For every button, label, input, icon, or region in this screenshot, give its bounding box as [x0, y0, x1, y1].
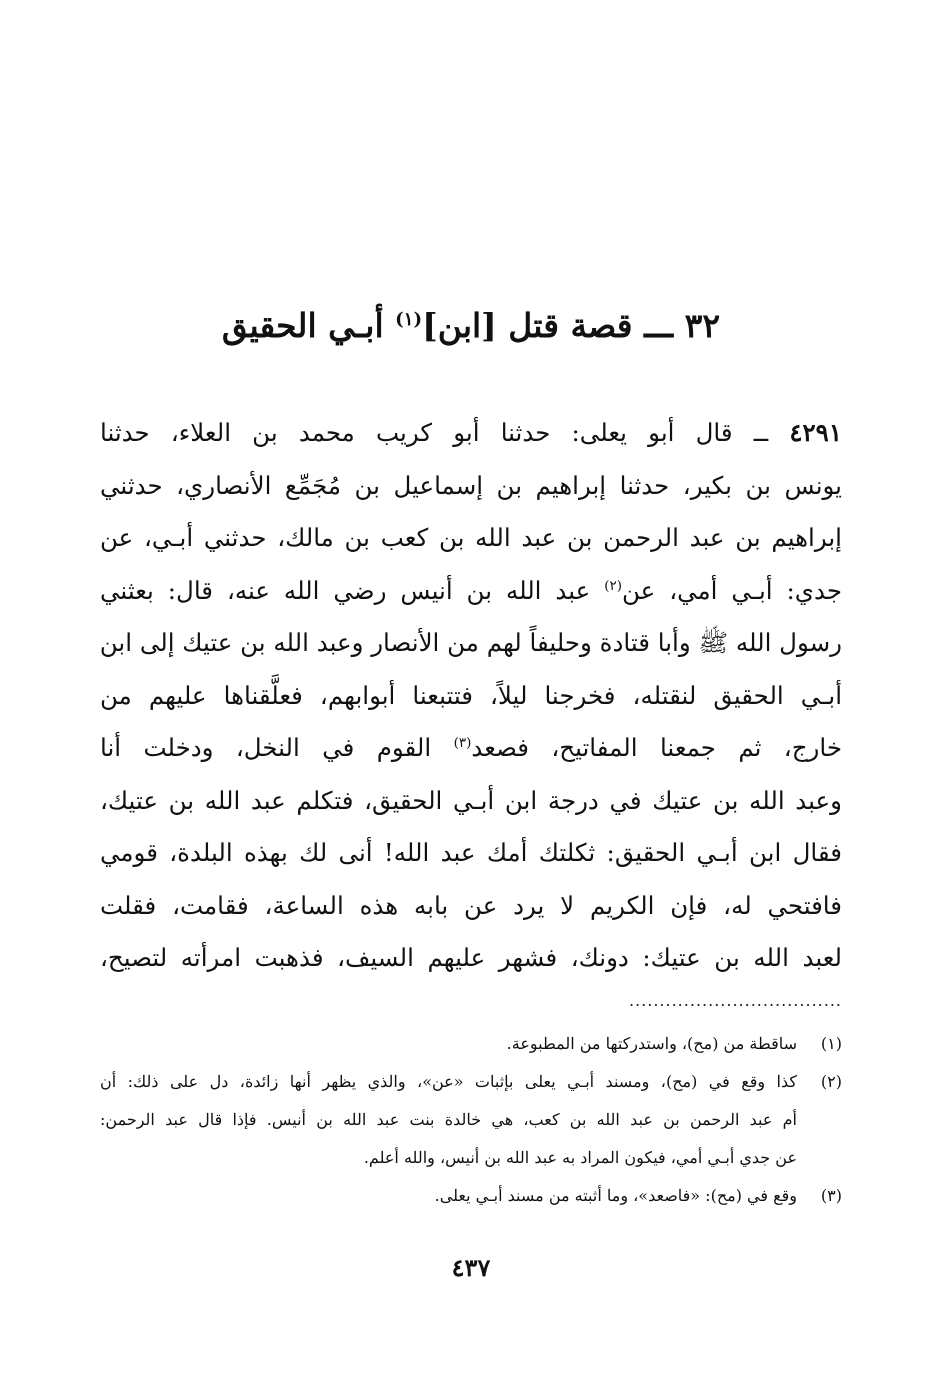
footnote-2 [100, 1063, 842, 1177]
footnote-line: كذا وقع في (مح)، ومسند أبـي يعلى بإثبات «عن»، والذي يظهر أنها زائدة، دل على ذلك: أن [100, 1072, 797, 1091]
chapter-bracket-word: [ابن] [422, 306, 497, 345]
footnote-ref-1: (١) [395, 309, 423, 330]
footnote-ref-3: (٣) [453, 734, 472, 751]
footnote-line: ساقطة من (مح)، واستدركتها من المطبوعة. [506, 1034, 797, 1053]
page-number: ٤٣٧ [451, 1253, 491, 1282]
footnote-line: أم عبد الرحمن بن عبد الله بن كعب، هي خالدة بنت عبد الله بن أنيس. فإذا قال عبد الرحمن: [100, 1110, 797, 1129]
text-line-4 [100, 565, 842, 618]
text-line-4-start: جدي: أبـي أمي، عن [622, 575, 842, 605]
footnote-marker: (٢) [820, 1072, 842, 1091]
text-line-10: فافتحي له، فإن الكريم لا يرد عن بابه هذه الساعة، فقامت، فقلت [100, 890, 842, 920]
text-line-6: أبـي الحقيق لنقتله، فخرجنا ليلاً، فتتبعنا أبوابهم، فعلَّقناها عليهم من [100, 680, 842, 710]
footnote-line: عن جدي أبـي أمي، فيكون المراد به عبد الله بن أنيس، والله أعلم. [363, 1148, 797, 1167]
hadith-dash: ــ [753, 418, 769, 447]
text-line-2: يونس بن بكير، حدثنا إبراهيم بن إسماعيل بن مُجَمِّع الأنصاري، حدثني [100, 470, 842, 500]
text-line-1 [100, 407, 842, 460]
footnote-3 [100, 1177, 842, 1215]
chapter-dash: ـــ [644, 306, 674, 345]
text-line-3: إبراهيم بن عبد الرحمن بن عبد الله بن كعب بن مالك، حدثني أبـي، عن [100, 523, 842, 552]
text-line-7-start: خارج، ثم جمعنا المفاتيح، فصعد [471, 733, 842, 762]
text-line-7-end: القوم في النخل، ودخلت أنا [100, 733, 432, 762]
chapter-title [120, 296, 822, 356]
footnote-line: وقع في (مح): «فاصعد»، وما أثبته من مسند أبـي يعلى. [434, 1186, 797, 1205]
hadith-text [100, 407, 842, 985]
text-line-7 [100, 722, 842, 775]
chapter-title-part2: أبـي الحقيق [221, 306, 384, 345]
footnote-text [100, 1025, 797, 1063]
footnote-separator: ................................... [628, 996, 842, 1006]
hadith-number: ٤٢٩١ [789, 418, 842, 447]
footnote-text [100, 1063, 797, 1177]
footnotes [100, 1025, 842, 1215]
text-line-1-content: قال أبو يعلى: حدثنا أبو كريب محمد بن العلاء، حدثنا [100, 418, 733, 447]
footnote-marker: (٣) [820, 1186, 842, 1205]
text-line-5: رسول الله ﷺ وأبا قتادة وحليفاً لهم من الأنصار وعبد الله بن عتيك إلى ابن [100, 628, 842, 657]
text-line-11: لعبد الله بن عتيك: دونك، فشهر عليهم السيف، فذهبت امرأته لتصيح، [100, 943, 842, 972]
footnote-1 [100, 1025, 842, 1063]
text-line-4-end: عبد الله بن أنيس رضي الله عنه، قال: بعثني [100, 575, 591, 605]
footnote-text [100, 1177, 797, 1215]
chapter-title-part1: قصة قتل [508, 306, 633, 345]
chapter-number: ٣٢ [684, 306, 721, 345]
text-line-8: وعبد الله بن عتيك في درجة ابن أبـي الحقيق، فتكلم عبد الله بن عتيك، [100, 785, 842, 815]
text-line-9: فقال ابن أبـي الحقيق: ثكلتك أمك عبد الله! أنى لك بهذه البلدة، قومي [100, 838, 842, 867]
footnote-ref-2: (٢) [604, 577, 622, 594]
footnote-marker: (١) [820, 1034, 842, 1053]
